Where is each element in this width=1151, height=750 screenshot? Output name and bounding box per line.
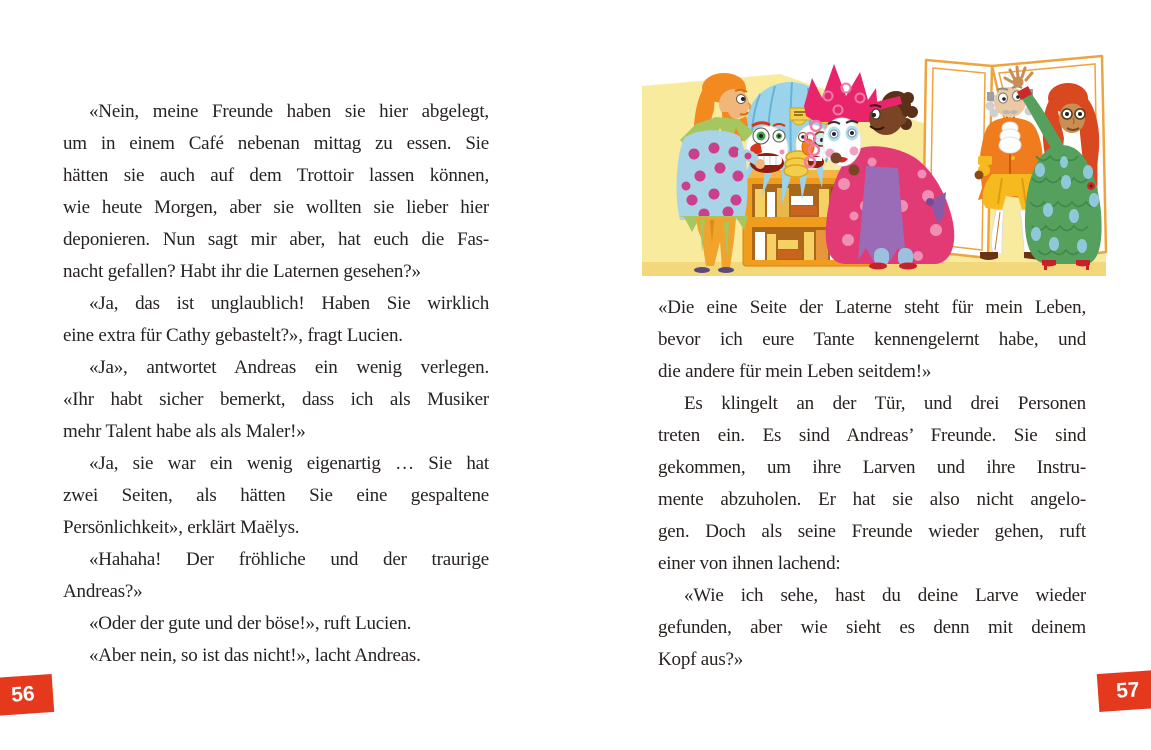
text-line: zwei Seiten, als hätten Sie eine gespaltene (63, 485, 489, 506)
text-line: gen. Doch als seine Freunde wieder gehen, ruft (658, 521, 1086, 542)
text-line: bevor ich eure Tante kennengelernt habe, und (658, 329, 1086, 350)
text-line: Kopf aus?» (658, 649, 744, 670)
text-line: «Ihr habt sicher bemerkt, dass ich als Musiker (63, 389, 489, 410)
text-line: «Wie ich sehe, hast du deine Larve wieder (684, 585, 1086, 606)
text-line: Andreas?» (63, 581, 143, 602)
text-line: einer von ihnen lachend: (658, 553, 841, 574)
text-line: gekommen, um ihre Larven und ihre Instru- (658, 457, 1086, 478)
text-line: «Ja, sie war ein wenig eigenartig … Sie hat (89, 453, 489, 474)
text-line: nacht gefallen? Habt ihr die Laternen gesehen?» (63, 261, 421, 282)
left-text-column (63, 96, 489, 672)
text-line: «Hahaha! Der fröhliche und der traurige (89, 549, 489, 570)
text-line: wie heute Morgen, aber sie wollten sie lieber hier (63, 197, 489, 218)
text-line: eine extra für Cathy gebastelt?», fragt Lucien. (63, 325, 403, 346)
text-line: «Aber nein, so ist das nicht!», lacht Andreas. (89, 645, 421, 666)
text-line: Es klingelt an der Tür, und drei Personen (684, 393, 1086, 414)
text-line: deponieren. Nun sagt mir aber, hat euch die Fas- (63, 229, 489, 250)
text-line: treten ein. Es sind Andreas’ Freunde. Sie sind (658, 425, 1086, 446)
text-line: hätten sie auch auf dem Trottoir lassen können, (63, 165, 489, 186)
text-line: «Nein, meine Freunde haben sie hier abgelegt, (89, 101, 489, 122)
page-number-right: 57 (1115, 678, 1141, 703)
text-line: «Ja, das ist unglaublich! Haben Sie wirklich (89, 293, 489, 314)
page-number-left: 56 (10, 682, 36, 707)
text-line: um in einem Café nebenan mittag zu essen. Sie (63, 133, 489, 154)
page-number-badge-left (0, 674, 54, 716)
text-line: mente abzuholen. Er hat sie also nicht angelo- (658, 489, 1086, 510)
text-line: «Ja», antwortet Andreas ein wenig verlegen. (89, 357, 489, 378)
text-line: Persönlichkeit», erklärt Maëlys. (63, 517, 300, 538)
glasses-temple (987, 92, 994, 101)
fasnacht-illustration (640, 54, 1108, 276)
page-number-badge-right (1097, 670, 1151, 712)
text-line: «Oder der gute und der böse!», ruft Lucien. (89, 613, 412, 634)
right-text-column (658, 292, 1086, 676)
text-line: gefunden, aber wie sieht es denn mit deinem (658, 617, 1086, 638)
text-line: mehr Talent habe als als Maler!» (63, 421, 306, 442)
text-line: die andere für mein Leben seitdem!» (658, 361, 932, 382)
text-line: «Die eine Seite der Laterne steht für mein Leben, (658, 297, 1086, 318)
